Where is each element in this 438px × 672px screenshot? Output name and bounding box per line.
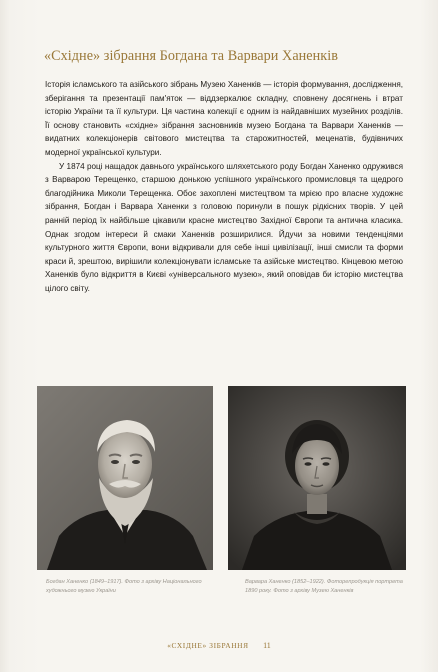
photo-caption-right: Варвара Ханенко (1852–1922). Фоторепродукція портрета 1890 року. Фото з архіву Музею Ханенків — [245, 579, 403, 594]
paragraph-1: Історія ісламського та азійського зібрань Музею Ханенків — історія формування, дослідження, зберігання та презентації пам'яток — віддзеркалює складну, сповнену досягнень і втрат історію України та її культури. Ця частина колекції є одним із найдавніших музейних розділів. Її основу становить «східне» зібрання засновників музею Богдана та Варвари Ханенків — видатних колекціонерів світового мистецтва та старожитностей, меценатів, будівничих модерної української культури. — [45, 80, 403, 157]
portrait-photo-bohdan — [37, 386, 213, 570]
page-title: «Східне» зібрання Богдана та Варвари Ханенків — [44, 48, 338, 64]
running-section-title: «СХІДНЕ» ЗІБРАННЯ — [167, 641, 249, 650]
paragraph-2: У 1874 році нащадок давнього українського шляхетського роду Богдан Ханенко одружився з Варварою Терещенко, старшою донькою успішного українського промисловця та щедрого благодійника Миколи Терещенка. Обоє захоплені мистецтвом та мрією про власне художнє зібрання, Богдан і Варвара Ханенки з головою поринули в пошук рідкісних творів. У цей ранній період їх найбільше цікавили красне мистецтво Західної Європи та антична класика. Однак згодом інтереси й смаки Ханенків розширилися. Йдучи за новими тенденціями культурного життя Європи, вони відкривали для себе інші цивілізації, інші смисли та форми краси й, зрештою, вирішили колекціонувати ісламське та азійське мистецтво. Кінцевою метою Ханенків було відкриття в Києві «універсального музею», який оповідав би історію мистецтва цілого світу. — [45, 161, 403, 293]
portrait-photo-varvara — [228, 386, 406, 570]
body-text — [45, 78, 403, 296]
photo-caption-left: Богдан Ханенко (1849–1917). Фото з архіву Національного художнього музею України — [46, 579, 202, 594]
page-number: 11 — [263, 641, 271, 650]
page-footer — [0, 641, 438, 650]
